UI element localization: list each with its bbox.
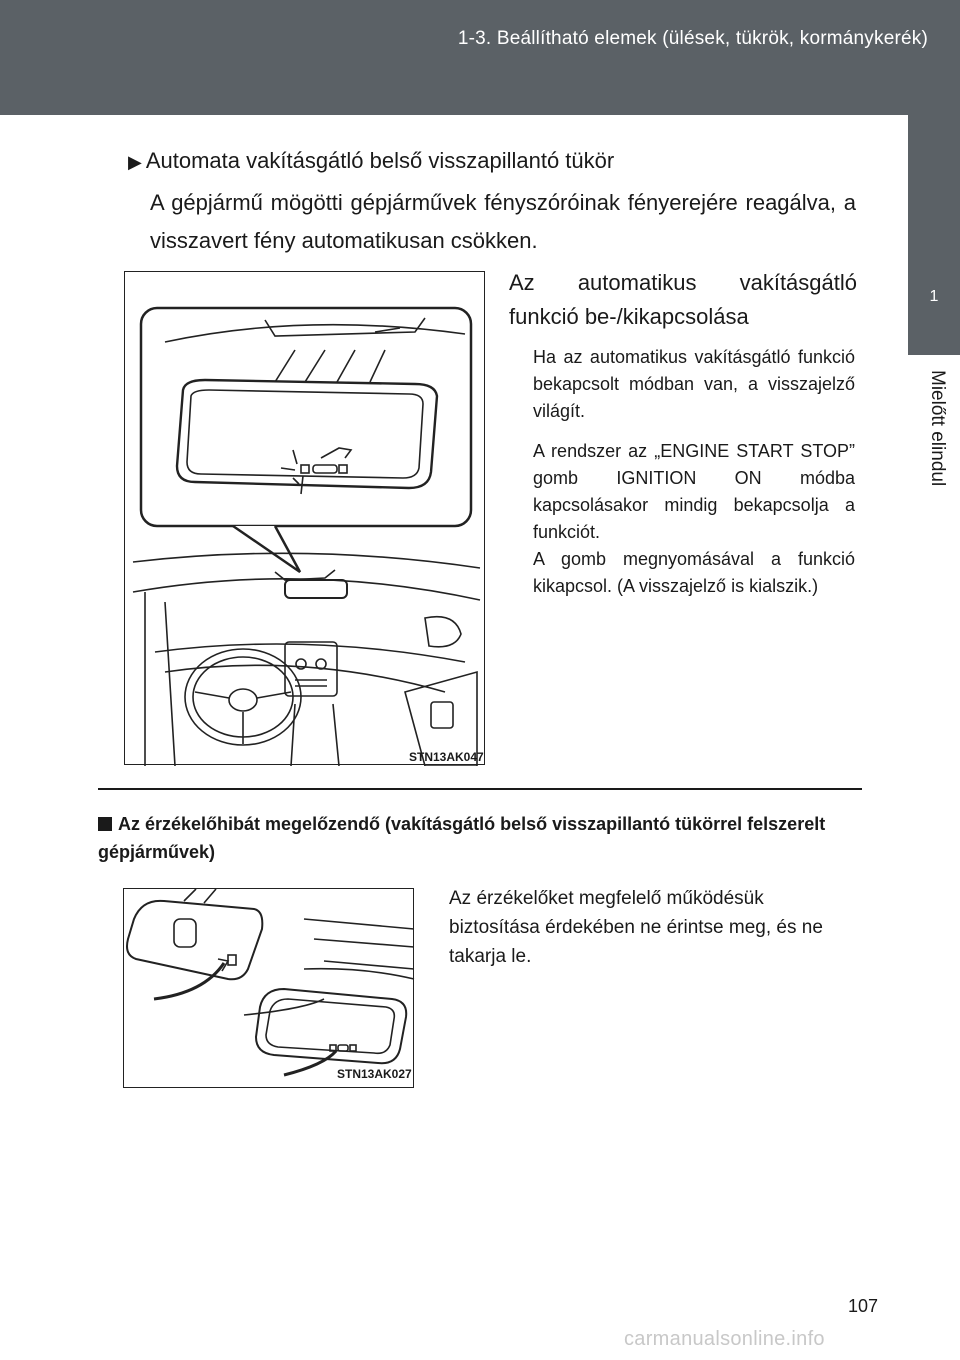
figure-dashboard-mirror (124, 271, 485, 765)
toggle-paragraph-1: Ha az automatikus vakításgátló funkció bekapcsolt módban van, a visszajelző világít. (533, 347, 855, 421)
header-bar (0, 0, 960, 115)
section-divider (98, 788, 862, 790)
section-title (128, 148, 614, 174)
rearview-mirror-dashboard-illustration-icon (125, 272, 486, 766)
chapter-side-label: Mielőtt elindul (927, 370, 948, 487)
toggle-paragraph-2: A rendszer az „ENGINE START STOP” gomb IGNITION ON módba kapcsolásakor mindig bekapcsolja a funkciót. (533, 441, 855, 542)
chapter-title: 1-3. Beállítható elemek (ülések, tükrök, kormánykerék) (457, 28, 928, 49)
figure-code: STN13AK047 (409, 750, 484, 764)
figure-mirror-sensors (123, 888, 414, 1088)
toggle-paragraph-3: A gomb megnyomásával a funkció kikapcsol. (A visszajelző is kialszik.) (533, 549, 855, 596)
mirror-sensors-illustration-icon (124, 889, 415, 1089)
note-body: Az érzékelőket megfelelő működésük biztosítása érdekében ne érintse meg, és ne takarja le. (449, 888, 823, 967)
note-heading-text: Az érzékelőhibát megelőzendő (vakításgátló belső visszapillantó tükörrel felszerelt gépjárművek) (98, 814, 826, 862)
chapter-number: 1 (929, 288, 939, 305)
section-title-text: Automata vakításgátló belső visszapillantó tükör (145, 148, 615, 173)
note-heading (98, 810, 858, 866)
page-number: 107 (848, 1296, 879, 1316)
chapter-side-tab (908, 115, 960, 355)
triangle-bullet-icon: ▶ (128, 152, 142, 172)
watermark: carmanualsonline.info (624, 1328, 825, 1350)
section-intro: A gépjármű mögötti gépjárművek fényszóróinak fényerejére reagálva, a visszavert fény automatikusan csökken. (150, 190, 856, 253)
figure-code: STN13AK027 (337, 1067, 412, 1081)
toggle-heading: Az automatikus vakításgátló funkció be-/kikapcsolása (509, 270, 857, 329)
square-bullet-icon (98, 817, 112, 831)
